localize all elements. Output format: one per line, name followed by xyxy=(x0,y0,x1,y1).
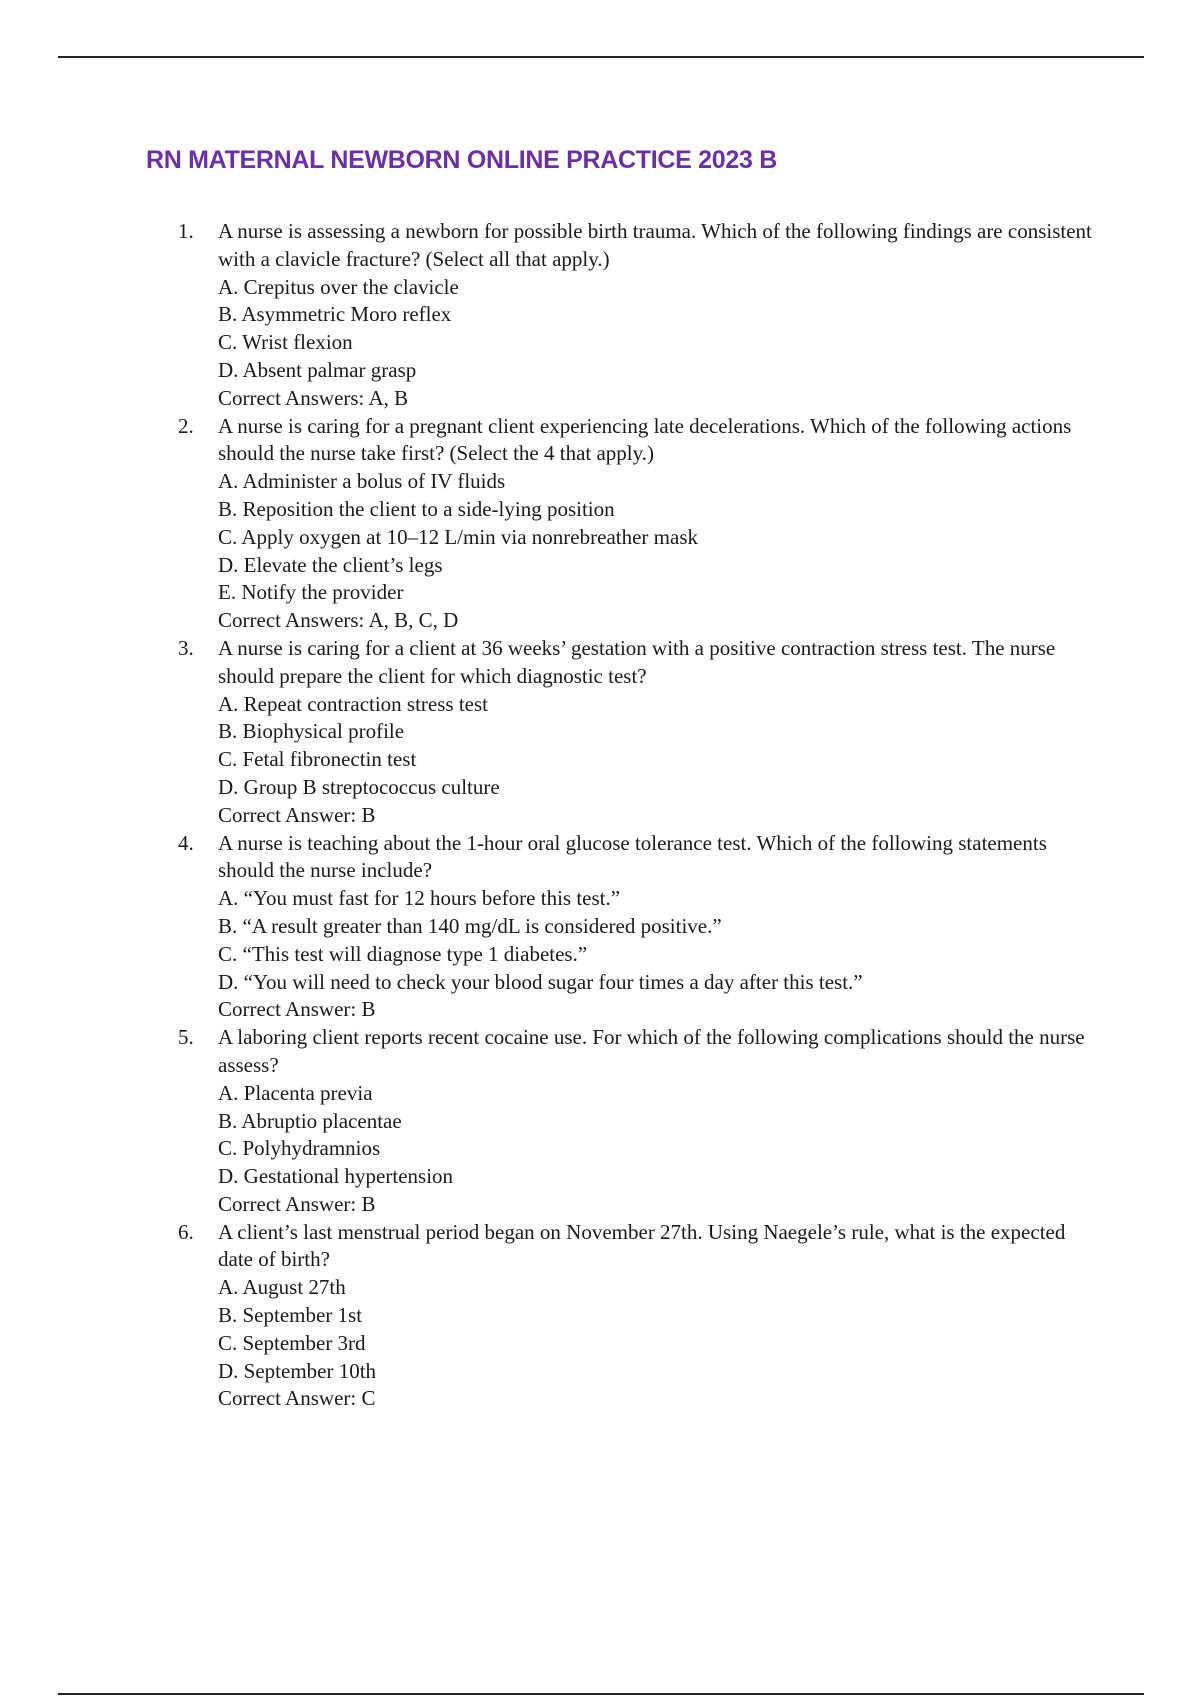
question-number: 5. xyxy=(178,1025,194,1050)
answer-option: D. “You will need to check your blood sugar four times a day after this test.” xyxy=(218,969,863,994)
question-text: A nurse is caring for a pregnant client experiencing late decelerations. Which of the following actions should the nurse take first? (Select the 4 that apply.) xyxy=(218,413,1072,466)
answer-option: D. Absent palmar grasp xyxy=(218,357,417,382)
correct-answer: Correct Answer: B xyxy=(218,1191,376,1216)
answer-option: A. Repeat contraction stress test xyxy=(218,691,489,716)
question-text: A nurse is caring for a client at 36 weeks’ gestation with a positive contraction stress test. The nurse should prepare the client for which diagnostic test? xyxy=(218,635,1056,688)
footer-rule xyxy=(58,1693,1144,1695)
correct-answer: Correct Answer: B xyxy=(218,997,376,1022)
answer-option: A. Placenta previa xyxy=(218,1080,373,1105)
question-6 xyxy=(0,1219,1200,1414)
answer-option: C. “This test will diagnose type 1 diabetes.” xyxy=(218,941,588,966)
question-5 xyxy=(0,1024,1200,1219)
answer-option: B. September 1st xyxy=(218,1303,363,1328)
question-number: 3. xyxy=(178,635,194,660)
answer-option: D. Gestational hypertension xyxy=(218,1164,454,1189)
question-number: 1. xyxy=(178,219,194,243)
question-4 xyxy=(0,830,1200,1025)
question-number: 6. xyxy=(178,1219,194,1244)
header-rule xyxy=(58,56,1144,58)
correct-answer: Correct Answers: A, B xyxy=(218,385,409,410)
answer-option: B. “A result greater than 140 mg/dL is considered positive.” xyxy=(218,913,722,938)
correct-answer: Correct Answer: B xyxy=(218,802,376,827)
question-2 xyxy=(0,413,1200,635)
answer-option: B. Abruptio placentae xyxy=(218,1108,402,1133)
question-text: A client’s last menstrual period began on November 27th. Using Naegele’s rule, what is the expected date of birth? xyxy=(218,1219,1066,1272)
question-text: A nurse is teaching about the 1-hour oral glucose tolerance test. Which of the following statements should the nurse include? xyxy=(218,830,1047,883)
answer-option: C. Wrist flexion xyxy=(218,330,353,355)
answer-option: E. Notify the provider xyxy=(218,580,404,605)
answer-option: C. September 3rd xyxy=(218,1330,366,1355)
question-number: 2. xyxy=(178,413,194,438)
correct-answer: Correct Answer: C xyxy=(218,1386,376,1411)
answer-option: C. Apply oxygen at 10–12 L/min via nonrebreather mask xyxy=(218,524,698,549)
answer-option: C. Polyhydramnios xyxy=(218,1136,381,1161)
document-title: RN MATERNAL NEWBORN ONLINE PRACTICE 2023 B xyxy=(146,146,777,174)
question-text: A laboring client reports recent cocaine use. For which of the following complications should the nurse assess? xyxy=(218,1025,1085,1077)
question-number: 4. xyxy=(178,830,194,855)
answer-option: A. August 27th xyxy=(218,1275,346,1300)
question-list xyxy=(0,218,1200,1413)
answer-option: D. Group B streptococcus culture xyxy=(218,774,500,799)
question-text: A nurse is assessing a newborn for possible birth trauma. Which of the following findings are consistent with a clavicle fracture? (Select all that apply.) xyxy=(218,219,1092,271)
answer-option: B. Reposition the client to a side-lying position xyxy=(218,496,615,521)
answer-option: B. Biophysical profile xyxy=(218,719,405,744)
correct-answer: Correct Answers: A, B, C, D xyxy=(218,608,459,633)
answer-option: D. Elevate the client’s legs xyxy=(218,552,443,577)
answer-option: B. Asymmetric Moro reflex xyxy=(218,302,452,327)
answer-option: A. Administer a bolus of IV fluids xyxy=(218,469,506,494)
answer-option: A. Crepitus over the clavicle xyxy=(218,274,459,299)
answer-option: C. Fetal fibronectin test xyxy=(218,747,417,772)
answer-option: A. “You must fast for 12 hours before this test.” xyxy=(218,886,621,911)
question-3 xyxy=(0,635,1200,830)
question-1 xyxy=(0,218,1200,413)
answer-option: D. September 10th xyxy=(218,1358,377,1383)
